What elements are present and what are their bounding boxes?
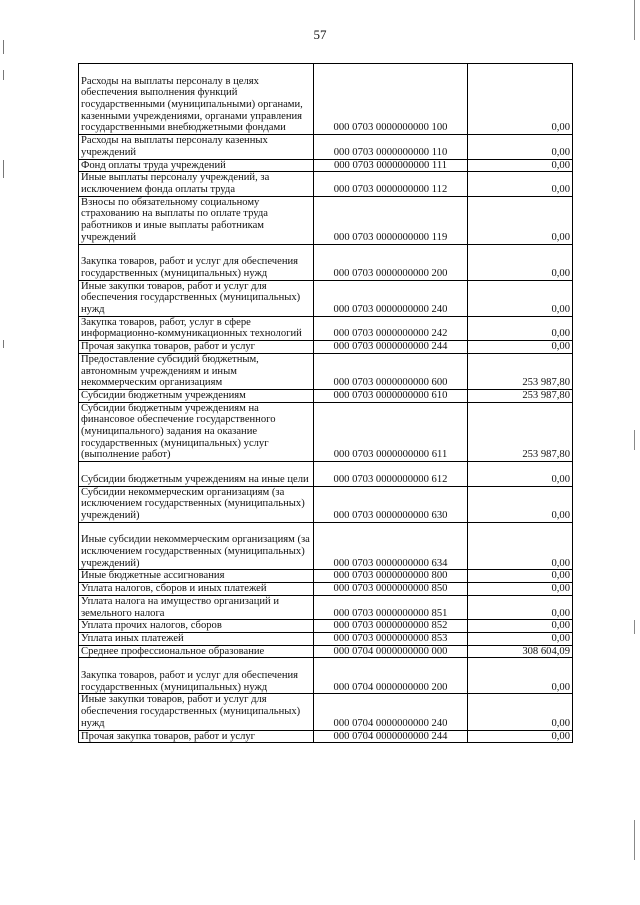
row-code: 000 0703 0000000000 850 <box>314 583 468 596</box>
row-name: Прочая закупка товаров, работ и услуг <box>79 730 314 743</box>
table-row <box>79 402 573 462</box>
row-code: 000 0704 0000000000 000 <box>314 645 468 658</box>
row-code: 000 0703 0000000000 800 <box>314 570 468 583</box>
table-row <box>79 196 573 244</box>
row-amount: 0,00 <box>468 196 573 244</box>
row-code: 000 0703 0000000000 634 <box>314 522 468 570</box>
row-code: 000 0703 0000000000 200 <box>314 244 468 280</box>
budget-table <box>78 63 573 743</box>
row-name: Субсидии некоммерческим организациям (за исключением государственных (муниципальных) учреждений) <box>79 486 314 522</box>
row-amount: 0,00 <box>468 341 573 354</box>
table-row <box>79 135 573 159</box>
row-name: Субсидии бюджетным учреждениям на финансовое обеспечение государственного (муниципального) задания на оказание государственных (муниципальных) услуг (выполнение работ) <box>79 402 314 462</box>
row-name: Уплата иных платежей <box>79 632 314 645</box>
row-code: 000 0703 0000000000 100 <box>314 64 468 135</box>
table-row <box>79 620 573 633</box>
row-name: Субсидии бюджетным учреждениям <box>79 389 314 402</box>
row-amount: 0,00 <box>468 244 573 280</box>
row-code: 000 0703 0000000000 244 <box>314 341 468 354</box>
table-row <box>79 64 573 135</box>
row-name: Закупка товаров, работ и услуг для обеспечения государственных (муниципальных) нужд <box>79 658 314 694</box>
row-code: 000 0704 0000000000 244 <box>314 730 468 743</box>
table-row <box>79 353 573 389</box>
row-amount: 0,00 <box>468 462 573 486</box>
row-amount: 253 987,80 <box>468 353 573 389</box>
row-code: 000 0703 0000000000 851 <box>314 595 468 619</box>
budget-table-body <box>79 64 573 743</box>
row-code: 000 0704 0000000000 240 <box>314 694 468 730</box>
row-name: Иные закупки товаров, работ и услуг для обеспечения государственных (муниципальных) нужд <box>79 280 314 316</box>
table-row <box>79 522 573 570</box>
row-code: 000 0703 0000000000 600 <box>314 353 468 389</box>
page-number: 57 <box>313 27 327 42</box>
row-amount: 0,00 <box>468 694 573 730</box>
table-row <box>79 632 573 645</box>
row-code: 000 0703 0000000000 612 <box>314 462 468 486</box>
row-code: 000 0703 0000000000 112 <box>314 172 468 196</box>
row-code: 000 0703 0000000000 240 <box>314 280 468 316</box>
row-amount: 0,00 <box>468 486 573 522</box>
row-code: 000 0703 0000000000 110 <box>314 135 468 159</box>
row-amount: 253 987,80 <box>468 402 573 462</box>
row-code: 000 0703 0000000000 852 <box>314 620 468 633</box>
row-amount: 0,00 <box>468 730 573 743</box>
scan-edge-right <box>634 0 636 905</box>
row-amount: 308 604,09 <box>468 645 573 658</box>
row-amount: 0,00 <box>468 64 573 135</box>
table-row <box>79 570 573 583</box>
row-code: 000 0704 0000000000 200 <box>314 658 468 694</box>
scan-edge-marks <box>3 40 5 840</box>
row-name: Расходы на выплаты персоналу казенных учреждений <box>79 135 314 159</box>
row-name: Иные закупки товаров, работ и услуг для обеспечения государственных (муниципальных) нужд <box>79 694 314 730</box>
row-name: Уплата налога на имущество организаций и земельного налога <box>79 595 314 619</box>
row-amount: 0,00 <box>468 595 573 619</box>
table-row <box>79 583 573 596</box>
table-row <box>79 658 573 694</box>
row-name: Закупка товаров, работ, услуг в сфере информационно-коммуникационных технологий <box>79 316 314 340</box>
table-row <box>79 694 573 730</box>
table-row <box>79 159 573 172</box>
table-row <box>79 595 573 619</box>
row-name: Уплата прочих налогов, сборов <box>79 620 314 633</box>
table-row <box>79 280 573 316</box>
row-name: Иные выплаты персоналу учреждений, за исключением фонда оплаты труда <box>79 172 314 196</box>
table-row <box>79 462 573 486</box>
row-amount: 0,00 <box>468 620 573 633</box>
table-row <box>79 244 573 280</box>
row-amount: 0,00 <box>468 316 573 340</box>
row-name: Прочая закупка товаров, работ и услуг <box>79 341 314 354</box>
table-row <box>79 172 573 196</box>
row-name: Закупка товаров, работ и услуг для обеспечения государственных (муниципальных) нужд <box>79 244 314 280</box>
row-code: 000 0703 0000000000 853 <box>314 632 468 645</box>
row-amount: 0,00 <box>468 159 573 172</box>
row-name: Иные бюджетные ассигнования <box>79 570 314 583</box>
row-code: 000 0703 0000000000 610 <box>314 389 468 402</box>
row-amount: 0,00 <box>468 658 573 694</box>
table-row <box>79 389 573 402</box>
row-name: Среднее профессиональное образование <box>79 645 314 658</box>
row-code: 000 0703 0000000000 611 <box>314 402 468 462</box>
row-amount: 0,00 <box>468 172 573 196</box>
row-name: Предоставление субсидий бюджетным, автономным учреждениям и иным некоммерческим организациям <box>79 353 314 389</box>
table-row <box>79 341 573 354</box>
row-code: 000 0703 0000000000 630 <box>314 486 468 522</box>
row-amount: 0,00 <box>468 135 573 159</box>
table-row <box>79 316 573 340</box>
row-code: 000 0703 0000000000 242 <box>314 316 468 340</box>
table-row <box>79 730 573 743</box>
row-code: 000 0703 0000000000 119 <box>314 196 468 244</box>
row-name: Субсидии бюджетным учреждениям на иные цели <box>79 462 314 486</box>
row-code: 000 0703 0000000000 111 <box>314 159 468 172</box>
row-amount: 253 987,80 <box>468 389 573 402</box>
table-row <box>79 486 573 522</box>
row-amount: 0,00 <box>468 583 573 596</box>
row-amount: 0,00 <box>468 522 573 570</box>
table-row <box>79 645 573 658</box>
row-name: Иные субсидии некоммерческим организациям (за исключением государственных (муниципальных) учреждений) <box>79 522 314 570</box>
row-amount: 0,00 <box>468 632 573 645</box>
row-name: Фонд оплаты труда учреждений <box>79 159 314 172</box>
row-amount: 0,00 <box>468 570 573 583</box>
row-amount: 0,00 <box>468 280 573 316</box>
row-name: Уплата налогов, сборов и иных платежей <box>79 583 314 596</box>
row-name: Взносы по обязательному социальному страхованию на выплаты по оплате труда работников и иные выплаты работникам учреждений <box>79 196 314 244</box>
row-name: Расходы на выплаты персоналу в целях обеспечения выполнения функций государственными (муниципальными) органами, казенными учреждениями, органами управления государственными внебюджетными фондами <box>79 64 314 135</box>
